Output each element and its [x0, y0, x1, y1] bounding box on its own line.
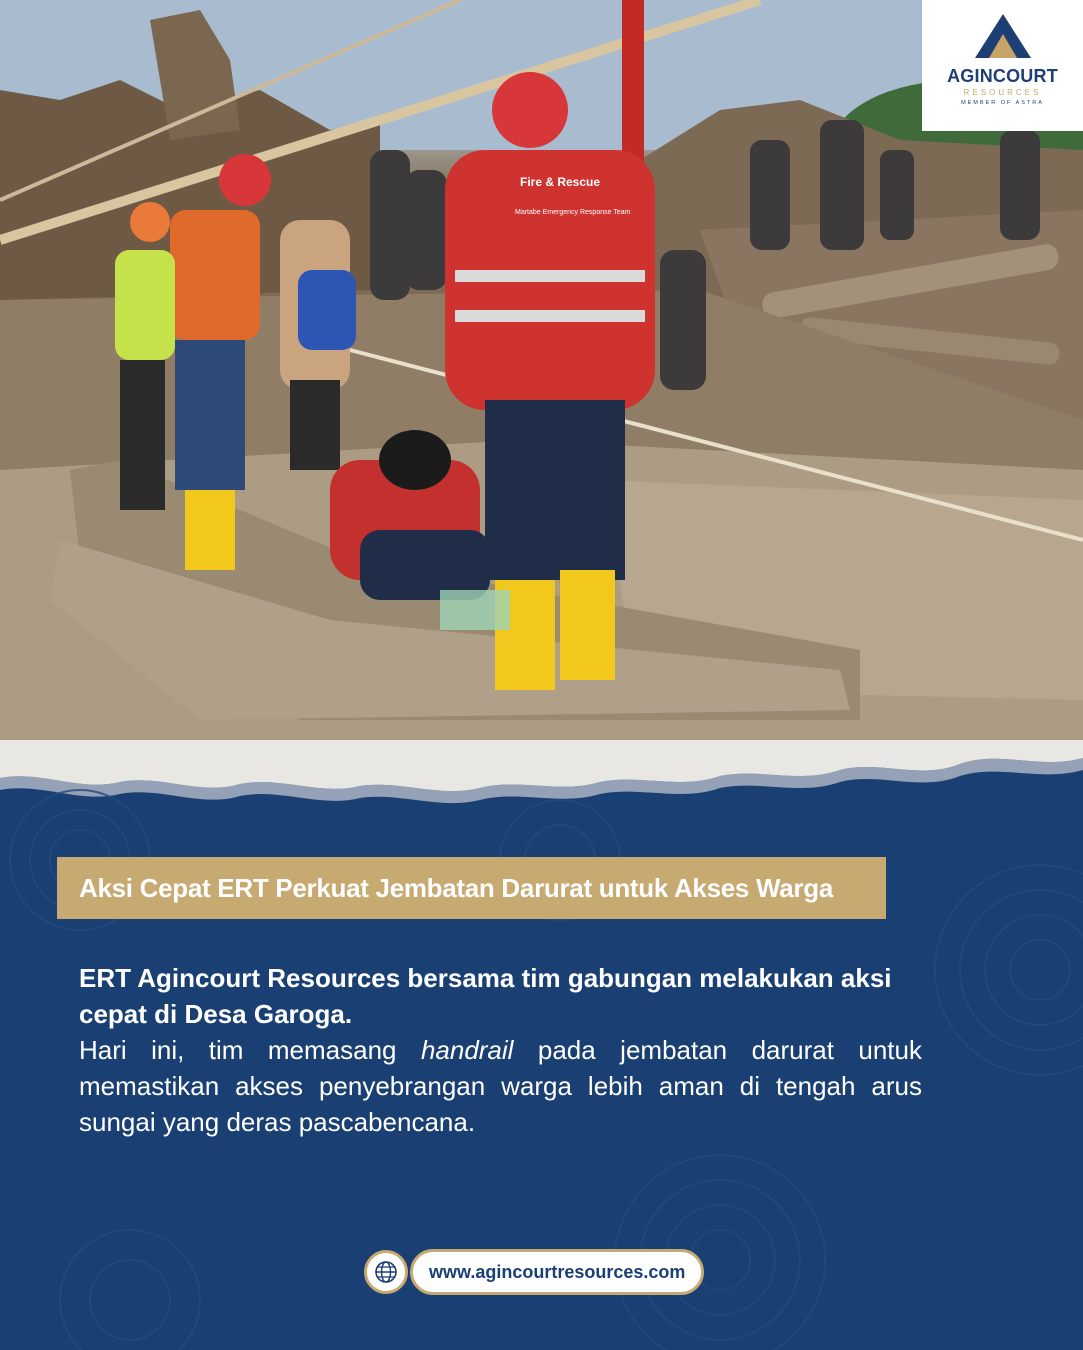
triangle-logo-icon: [973, 12, 1033, 60]
lead-paragraph: ERT Agincourt Resources bersama tim gabungan melakukan aksi cepat di Desa Garoga.: [79, 963, 892, 1029]
desc-after: pada jembatan darurat untuk memastikan akses penyebrangan warga lebih aman di tengah arus sungai yang deras pascabencana.: [79, 1035, 922, 1137]
headline-text: Aksi Cepat ERT Perkuat Jembatan Darurat untuk Akses Warga: [79, 872, 833, 903]
headline-banner: [57, 857, 886, 919]
vest-text: Fire & Rescue: [520, 175, 601, 189]
logo-name: AGINCOURT: [947, 66, 1058, 86]
globe-icon: [374, 1260, 398, 1284]
vest-subtext: Martabe Emergency Response Team: [515, 209, 631, 216]
description-paragraph: [79, 1032, 922, 1140]
website-url[interactable]: www.agincourtresources.com: [429, 1261, 686, 1282]
desc-italic: handrail: [420, 1035, 514, 1065]
logo-sub: RESOURCES: [963, 88, 1042, 97]
website-link[interactable]: [410, 1249, 704, 1295]
desc-before: Hari ini, tim memasang: [79, 1035, 421, 1065]
article-body: [79, 960, 922, 1140]
globe-badge: [364, 1250, 408, 1294]
website-footer[interactable]: [364, 1249, 704, 1295]
brand-logo: [922, 0, 1083, 131]
logo-tagline: MEMBER OF ASTRA: [961, 100, 1044, 106]
